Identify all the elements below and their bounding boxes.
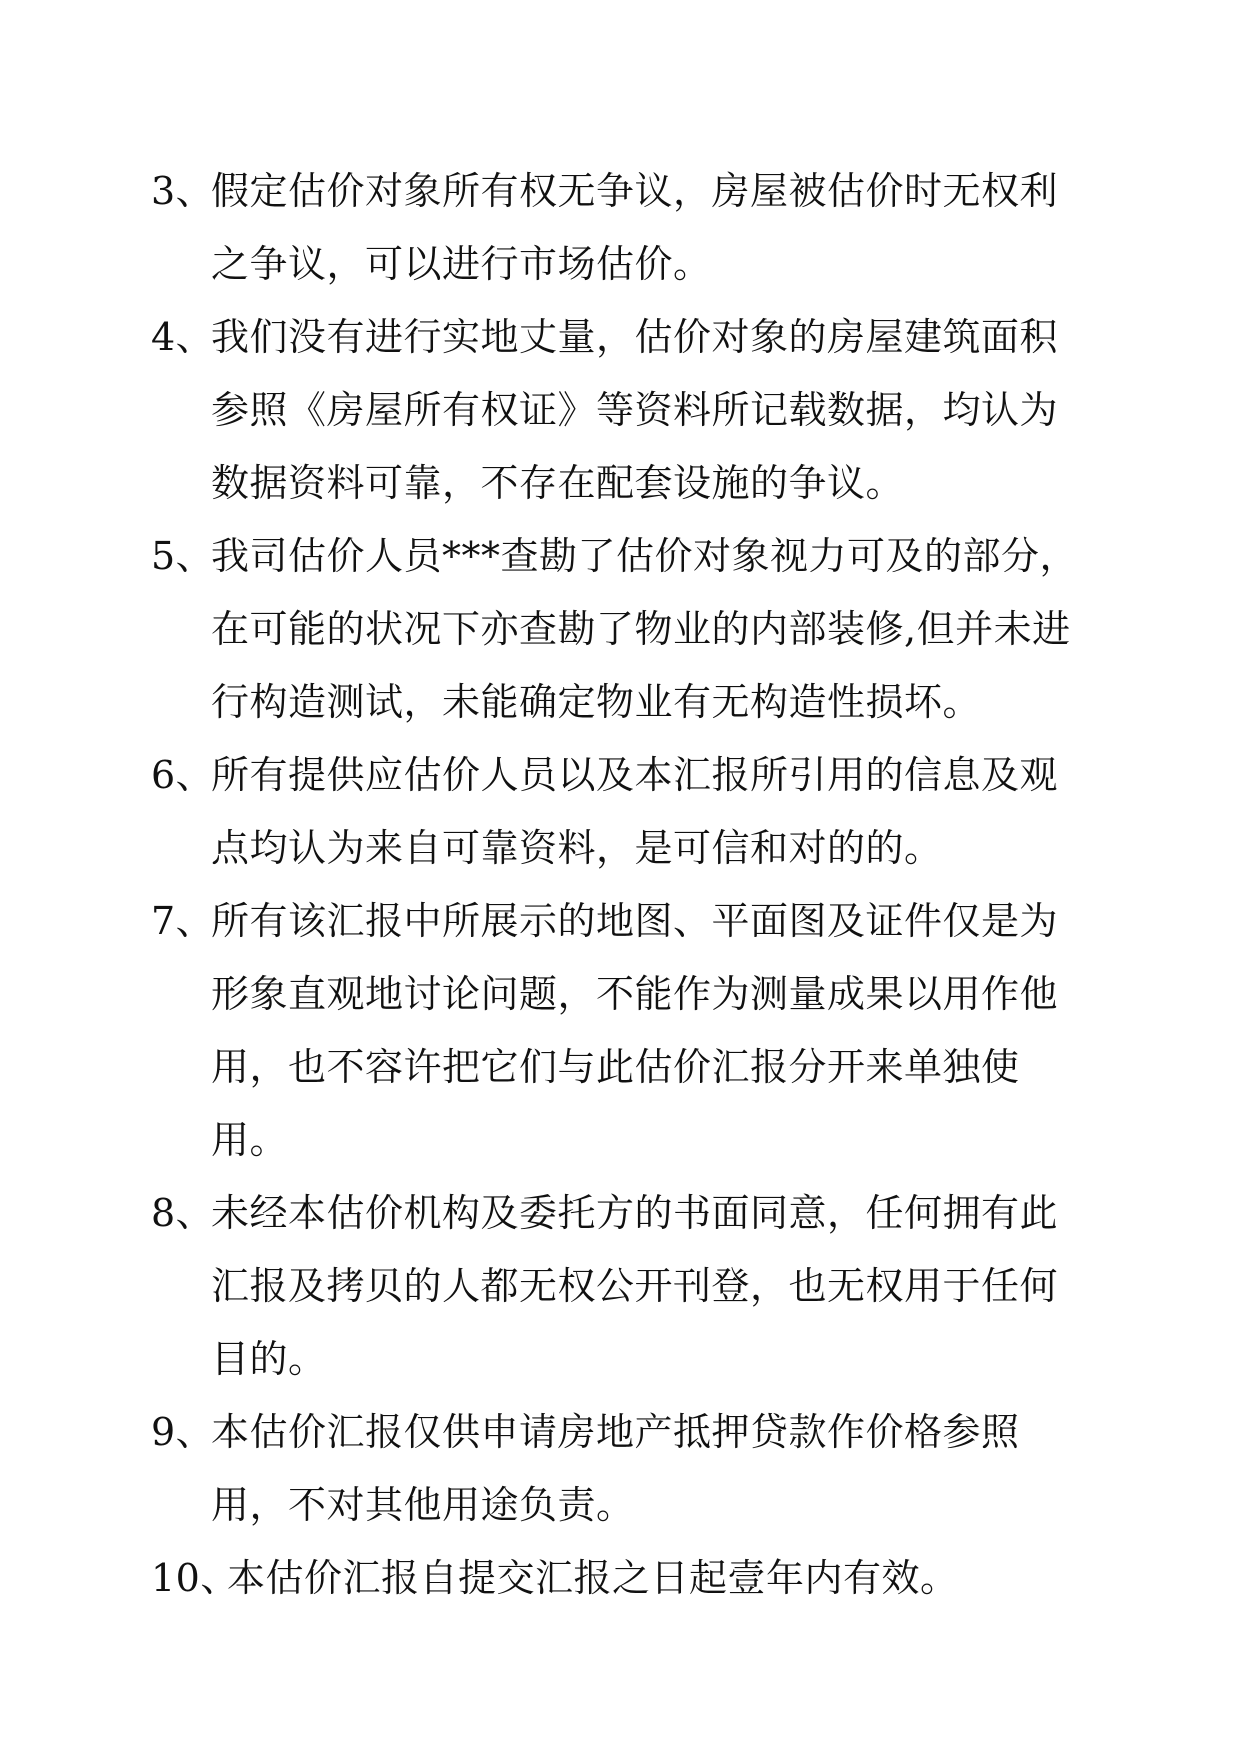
list-item bbox=[151, 520, 1091, 739]
item-number: 7、 bbox=[151, 899, 215, 943]
item-number: 9、 bbox=[151, 1410, 215, 1454]
item-number: 3、 bbox=[151, 169, 215, 213]
item-number: 5、 bbox=[151, 534, 215, 578]
item-text: 所有该汇报中所展示的地图、平面图及证件仅是为形象直观地讨论问题，不能作为测量成果以用作他用，也不容许把它们与此估价汇报分开来单独使用。 bbox=[211, 899, 1059, 1162]
item-text: 我们没有进行实地丈量，估价对象的房屋建筑面积参照《房屋所有权证》等资料所记载数据，均认为数据资料可靠，不存在配套设施的争议。 bbox=[211, 315, 1059, 505]
item-text: 本估价汇报仅供申请房地产抵押贷款作价格参照用，不对其他用途负责。 bbox=[211, 1410, 1020, 1527]
list-item bbox=[151, 1396, 1091, 1542]
item-text: 我司估价人员***查勘了估价对象视力可及的部分，在可能的状况下亦查勘了物业的内部装修,但并未进行构造测试，未能确定物业有无构造性损坏。 bbox=[211, 534, 1079, 724]
assumptions-list bbox=[151, 155, 1091, 1615]
item-text: 所有提供应估价人员以及本汇报所引用的信息及观点均认为来自可靠资料，是可信和对的的。 bbox=[211, 753, 1059, 870]
list-item bbox=[151, 1177, 1091, 1396]
item-text: 假定估价对象所有权无争议，房屋被估价时无权利之争议，可以进行市场估价。 bbox=[211, 169, 1059, 286]
item-text: 未经本估价机构及委托方的书面同意，任何拥有此汇报及拷贝的人都无权公开刊登，也无权用于任何目的。 bbox=[211, 1191, 1059, 1381]
list-item bbox=[151, 301, 1091, 520]
item-number: 6、 bbox=[151, 753, 215, 797]
item-text: 本估价汇报自提交汇报之日起壹年内有效。 bbox=[227, 1556, 959, 1600]
list-item bbox=[151, 155, 1091, 301]
item-number: 4、 bbox=[151, 315, 215, 359]
list-item bbox=[151, 885, 1091, 1177]
list-item bbox=[151, 1542, 1091, 1615]
item-number: 8、 bbox=[151, 1191, 215, 1235]
item-number: 10、 bbox=[151, 1556, 239, 1600]
list-item bbox=[151, 739, 1091, 885]
